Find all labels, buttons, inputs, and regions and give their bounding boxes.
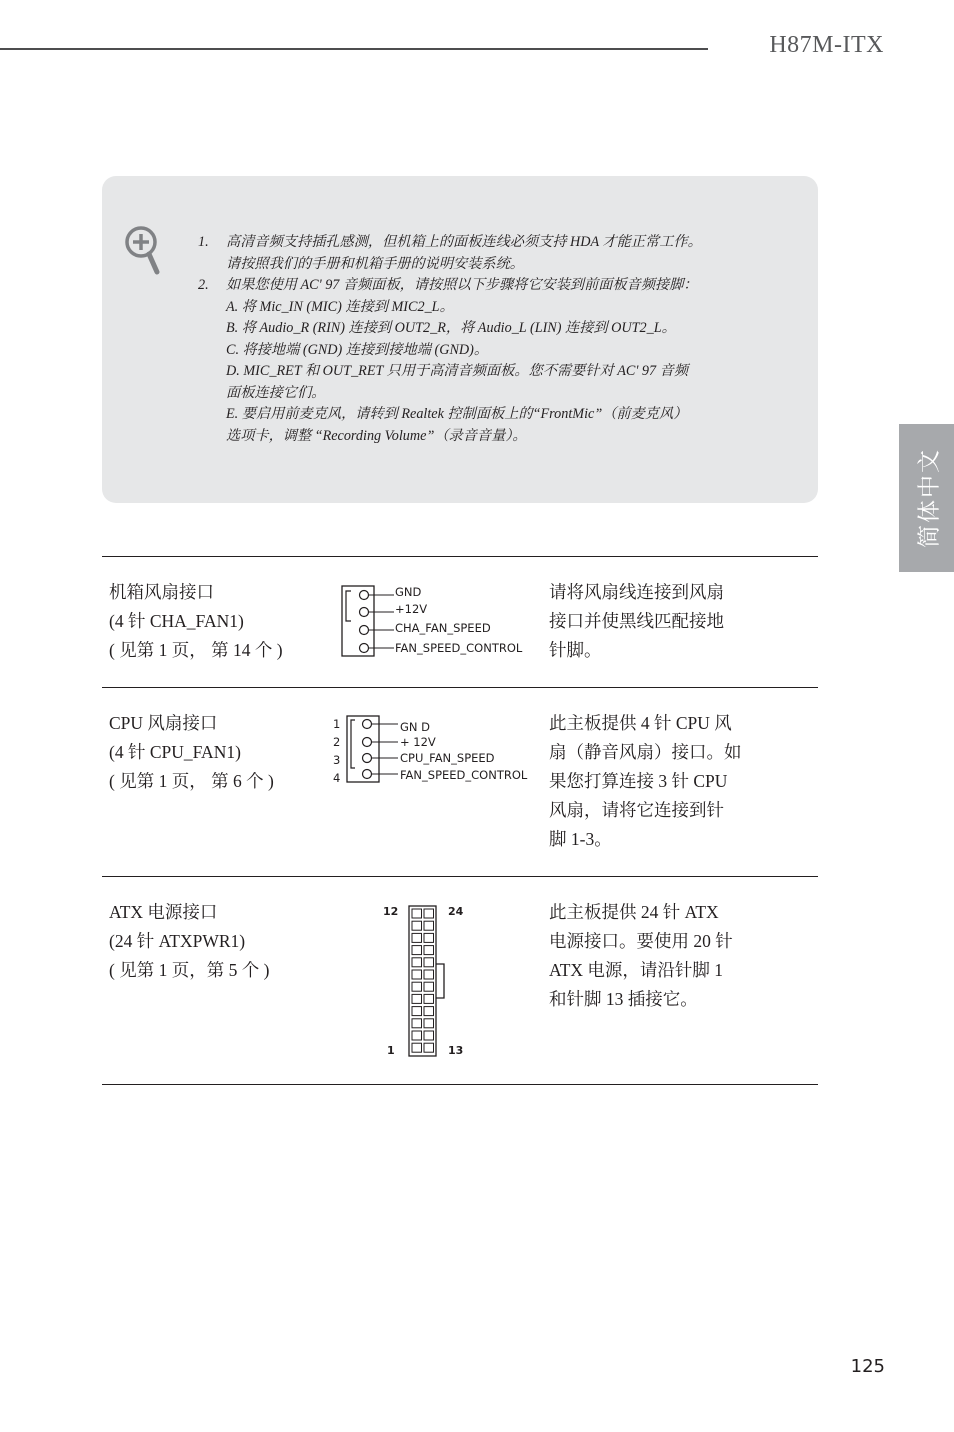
cpu-fan-pin-diagram [330,712,540,786]
pin-label: +12V [395,602,428,616]
note-item-number: 2. [198,277,209,293]
connector-key [351,720,355,768]
table-rule [102,876,818,877]
note-item-number: 1. [198,234,209,250]
connector-ref: ( 见第 1 页， 第 6 个 ) [109,771,274,791]
atx-pin [412,933,422,942]
pin-1 [360,591,395,600]
note-line: 选项卡，调整 “Recording Volume”（录音音量）。 [226,427,527,444]
pin-2 [363,738,399,747]
atx-pin [412,1031,422,1040]
pin-number: 3 [333,753,341,767]
page-number: 125 [850,1356,885,1377]
connector-latch [436,964,444,998]
atx-pin [424,1031,434,1040]
table-rule-top [102,556,818,557]
description-line: 针脚。 [549,640,602,660]
description-line: 此主板提供 4 针 CPU 风 [549,713,732,733]
atx-pin [424,1019,434,1028]
pin-label: CPU_FAN_SPEED [400,751,495,765]
atx-pin [424,909,434,918]
note-line: A. 将 Mic_IN (MIC) 连接到 MIC2_L。 [226,298,454,315]
pin-4 [363,770,399,779]
table-rule-bottom [102,1084,818,1085]
note-line: E. 要启用前麦克风，请转到 Realtek 控制面板上的“FrontMic”（前麦克风） [226,406,688,422]
atx-pin [424,1007,434,1016]
cpu-fan-description [549,709,742,854]
chassis-fan-description [549,578,724,665]
description-line: 电源接口。要使用 20 针 [549,931,733,951]
atx-pin [412,1007,422,1016]
description-line: 扇（静音风扇）接口。如 [549,742,742,762]
pin-corner-label: 13 [448,1044,464,1057]
pin-4 [360,644,395,653]
atx-pin [424,933,434,942]
atx-pin [424,946,434,955]
pin-number: 2 [333,735,341,749]
note-line: C. 将接地端 (GND) 连接到接地端 (GND)。 [226,341,489,358]
atx-power-description [549,898,733,1014]
atx-pin [424,982,434,991]
pin-label: GN D [400,720,431,734]
atx-power-title-cell [109,898,269,985]
note-line: 高清音频支持插孔感测，但机箱上的面板连线必须支持 HDA 才能正常工作。 [226,234,702,250]
atx-pin [424,958,434,967]
description-line: 和针脚 13 插接它。 [549,989,698,1009]
cpu-fan-title-cell [109,709,274,796]
atx-pin [424,1043,434,1052]
atx-pin [424,921,434,930]
note-box [102,176,818,503]
description-line: 此主板提供 24 针 ATX [549,902,719,922]
atx-pin [412,921,422,930]
table-rule [102,687,818,688]
pin-number: 1 [333,717,341,731]
pin-corner-label: 24 [448,905,464,918]
chassis-fan-pin-diagram [338,580,538,662]
pin-label: FAN_SPEED_CONTROL [395,641,523,655]
connector-key [346,591,351,621]
note-line: D. MIC_RET 和 OUT_RET 只用于高清音频面板。您不需要针对 AC' 97 音频 [226,363,689,379]
connector-id: (4 针 CHA_FAN1) [109,611,244,631]
atx-pin [412,909,422,918]
atx-pin [412,946,422,955]
connector-id: (4 针 CPU_FAN1) [109,742,241,762]
pin-grid [412,909,434,1052]
description-line: 接口并使黑线匹配接地 [549,611,724,631]
pin-label: + 12V [400,735,436,749]
pin-3 [360,626,395,635]
language-tab[interactable] [899,424,954,572]
header-rule [0,48,708,50]
atx-pin [412,970,422,979]
atx-pin [412,958,422,967]
connector-name: ATX 电源接口 [109,902,218,922]
pin-label: CHA_FAN_SPEED [395,621,491,635]
note-item-2 [198,275,788,447]
atx-pin [424,970,434,979]
connector-name: CPU 风扇接口 [109,713,218,733]
pin-3 [363,754,399,763]
description-line: 风扇，请将它连接到针 [549,800,724,820]
pin-corner-label: 1 [387,1044,395,1057]
description-line: 果您打算连接 3 针 CPU [549,771,728,791]
connector-ref: ( 见第 1 页， 第 14 个 ) [109,640,283,660]
description-line: ATX 电源，请沿针脚 1 [549,960,724,980]
note-list [198,232,788,447]
description-line: 脚 1-3。 [549,829,612,849]
pin-label: FAN_SPEED_CONTROL [400,768,528,782]
note-line: 面板连接它们。 [226,384,326,401]
pin-number: 4 [333,771,341,785]
connector-id: (24 针 ATXPWR1) [109,931,246,951]
note-item-1 [198,232,788,275]
atx-pin [412,1043,422,1052]
language-tab-label: 简体中文 [916,448,942,548]
atx-pin [412,982,422,991]
pin-label: GND [395,585,422,599]
chassis-fan-title-cell [109,578,283,665]
atx-pin [424,994,434,1003]
pin-1 [363,720,399,729]
atx-pin [412,1019,422,1028]
description-line: 请将风扇线连接到风扇 [549,582,724,602]
connector-name: 机箱风扇接口 [109,582,214,602]
atx-pin [412,994,422,1003]
connector-ref: ( 见第 1 页，第 5 个 ) [109,960,270,980]
note-line: 如果您使用 AC' 97 音频面板，请按照以下步骤将它安装到前面板音频接脚： [226,277,698,293]
pin-2 [360,608,395,617]
note-line: 请按照我们的手册和机箱手册的说明安装系统。 [226,255,524,272]
magnifier-plus-icon [124,224,164,278]
pin-corner-label: 12 [383,905,399,918]
atx-power-pin-diagram [378,900,478,1064]
model-name: H87M-ITX [769,32,884,58]
note-line: B. 将 Audio_R (RIN) 连接到 OUT2_R，将 Audio_L (LIN) 连接到 OUT2_L。 [226,320,676,336]
